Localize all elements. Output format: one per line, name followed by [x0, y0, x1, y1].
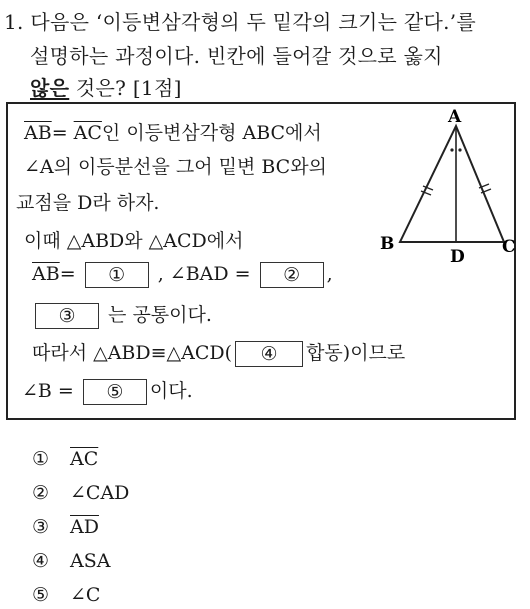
- question-line-2: [30, 40, 443, 69]
- option-1-number: ①: [32, 448, 50, 470]
- question-line-3: [30, 72, 182, 101]
- proof-line-3: 교점을 D라 하자.: [16, 192, 160, 214]
- option-2-number: ②: [32, 482, 50, 504]
- option-4[interactable]: [32, 550, 110, 572]
- proof-line-8: [22, 376, 193, 405]
- proof-line-1: [24, 118, 322, 145]
- proof-text-8b: 이다.: [149, 380, 193, 402]
- segment-ab-2: $\overline{AB}$: [32, 263, 60, 285]
- proof-line-2: ∠A의 이등분선을 그어 밑변 BC와의: [24, 156, 327, 178]
- question-text-3: 것은? [1점]: [69, 76, 182, 100]
- proof-text-6: 는 공통이다.: [108, 304, 212, 326]
- segment-ab: $\overline{AB}$: [24, 122, 52, 144]
- option-2-text: ∠CAD: [70, 482, 130, 504]
- option-4-text: ASA: [70, 550, 111, 572]
- proof-box: [6, 102, 516, 420]
- question-number: 1.: [4, 10, 24, 34]
- blank-4: ④: [235, 341, 303, 367]
- label-a: A: [448, 107, 462, 127]
- angle-mark-right: [458, 148, 461, 151]
- option-3-text: $\overline{AD}$: [70, 516, 99, 538]
- question-line-1: [4, 6, 476, 35]
- equals-sign-2: =: [59, 263, 76, 285]
- option-2[interactable]: [32, 482, 129, 504]
- option-1[interactable]: [32, 448, 98, 470]
- proof-text-7b: 합동)이므로: [306, 342, 406, 364]
- blank-2: ②: [260, 262, 324, 288]
- proof-line-6: [32, 300, 212, 329]
- question-text-1: 다음은 ‘이등변삼각형의 두 밑각의 크기는 같다.’를: [30, 10, 477, 34]
- option-3[interactable]: [32, 516, 99, 538]
- question-text-2: 설명하는 과정이다. 빈칸에 들어갈 것으로 옳지: [30, 44, 443, 68]
- proof-line-7: [32, 338, 405, 367]
- comma: ,: [326, 263, 333, 285]
- blank-3: ③: [35, 303, 99, 329]
- option-4-number: ④: [32, 550, 50, 572]
- proof-line-4: 이때 △ABD와 △ACD에서: [24, 230, 244, 252]
- label-d: D: [450, 247, 465, 267]
- proof-text-8a: ∠B =: [22, 380, 74, 402]
- blank-1: ①: [85, 262, 149, 288]
- option-3-number: ③: [32, 516, 50, 538]
- blank-5: ⑤: [83, 379, 147, 405]
- proof-line-5: [32, 262, 333, 288]
- option-5[interactable]: [32, 584, 100, 606]
- option-1-text: $\overline{AC}$: [70, 448, 99, 470]
- angle-bad-text: , ∠BAD =: [157, 263, 251, 285]
- emphasis-not: 않은: [30, 76, 70, 100]
- proof-text-1: 인 이등변삼각형 ABC에서: [101, 122, 322, 144]
- angle-mark-left: [450, 148, 453, 151]
- option-5-text: ∠C: [70, 584, 101, 606]
- segment-ac: $\overline{AC}$: [73, 122, 102, 144]
- label-c: C: [502, 237, 516, 257]
- option-5-number: ⑤: [32, 584, 50, 606]
- label-b: B: [380, 234, 395, 254]
- triangle-figure: [368, 106, 514, 266]
- proof-text-7a: 따라서 △ABD≡△ACD(: [32, 342, 233, 364]
- equals-sign: =: [51, 122, 68, 144]
